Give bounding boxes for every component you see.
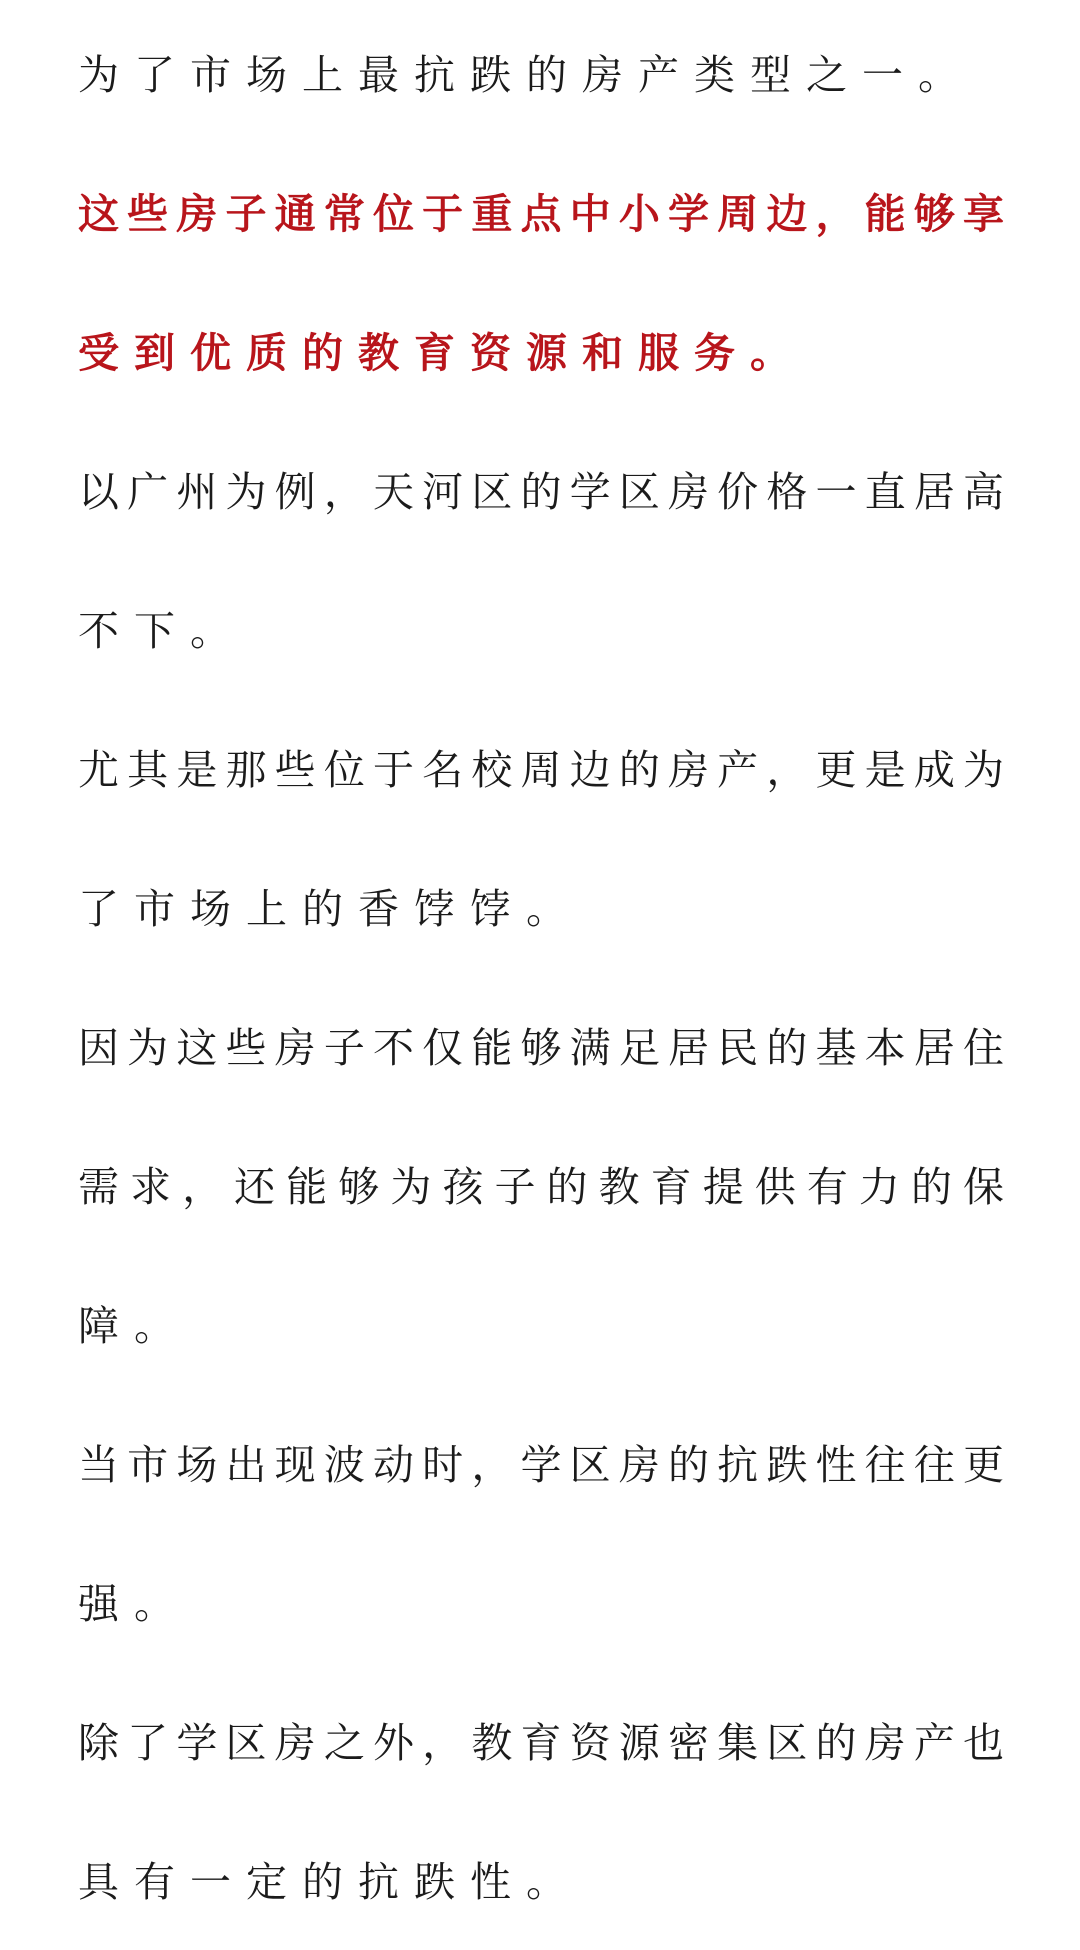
paragraph-line: 不下。 (78, 607, 246, 655)
paragraph-line: 当市场出现波动时，学区房的抗跌性往往更 (78, 1441, 1004, 1489)
paragraph-line: 为了市场上最抗跌的房产类型之一。 (78, 51, 974, 99)
highlighted-line: 受到优质的教育资源和服务。 (78, 329, 806, 377)
paragraph-line: 需求，还能够为孩子的教育提供有力的保 (78, 1163, 1004, 1211)
paragraph-line: 强。 (78, 1580, 190, 1628)
paragraph-line: 因为这些房子不仅能够满足居民的基本居住 (78, 1024, 1004, 1072)
paragraph-line: 了市场上的香饽饽。 (78, 885, 582, 933)
paragraph-line: 障。 (78, 1302, 190, 1350)
highlighted-line: 这些房子通常位于重点中小学周边，能够享 (78, 190, 1004, 238)
paragraph-line: 除了学区房之外，教育资源密集区的房产也 (78, 1719, 1004, 1767)
paragraph-line: 具有一定的抗跌性。 (78, 1858, 582, 1906)
paragraph-line: 尤其是那些位于名校周边的房产，更是成为 (78, 746, 1004, 794)
paragraph-line: 以广州为例，天河区的学区房价格一直居高 (78, 468, 1004, 516)
